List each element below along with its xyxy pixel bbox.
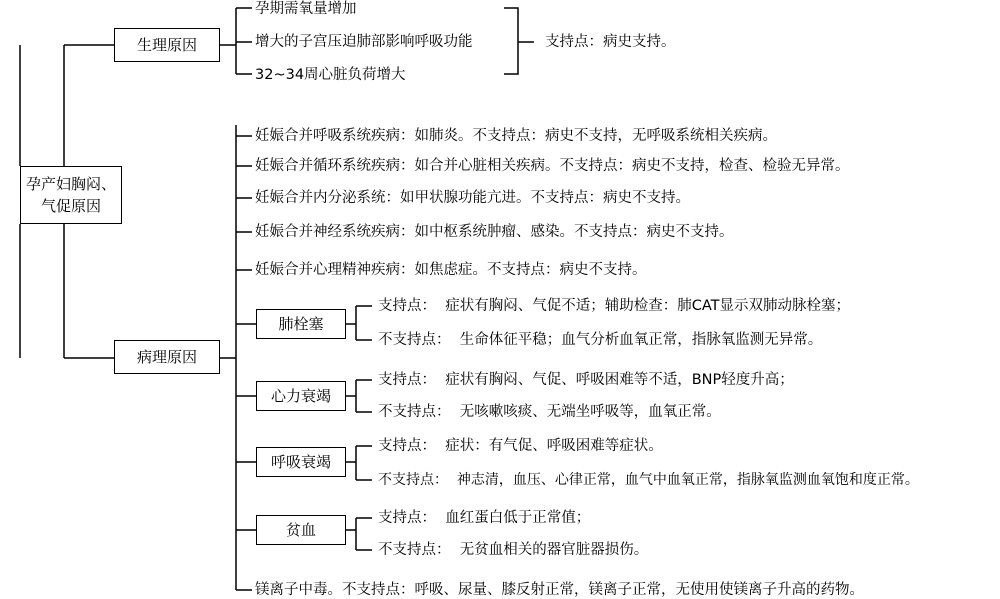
- physiological-support-bracket: [504, 8, 534, 74]
- anemia-against: 不支持点： 无贫血相关的器官脏器损伤。: [378, 542, 649, 558]
- physiological-branch-lines: [220, 8, 252, 74]
- magnesium-toxicity: 镁离子中毒。不支持点：呼吸、尿量、膝反射正常，镁离子正常，无使用使镁离子升高的药物。: [255, 582, 864, 598]
- disease-heart-failure: 心力衰竭: [256, 381, 346, 411]
- physiological-item-3: 32~34周心脏负荷增大: [255, 67, 406, 83]
- pulmonary-embolism-support: 支持点： 症状有胸闷、气促不适；辅助检查：肺CAT显示双肺动脉栓塞；: [378, 298, 850, 314]
- physiological-item-2: 增大的子宫压迫肺部影响呼吸功能: [255, 34, 473, 50]
- comorbidity-psychiatric: 妊娠合并心理精神疾病：如焦虑症。不支持点：病史不支持。: [255, 262, 647, 278]
- physiological-node: 生理原因: [114, 28, 220, 62]
- pathological-branch-lines: [220, 125, 252, 590]
- pulmonary-embolism-against: 不支持点： 生命体征平稳；血气分析血氧正常，指脉氧监测无异常。: [378, 332, 823, 348]
- root-node: [20, 166, 122, 224]
- heart-failure-against: 不支持点： 无咳嗽咳痰、无端坐呼吸等，血氧正常。: [378, 404, 721, 420]
- physiological-item-1: 孕期需氧量增加: [255, 1, 357, 17]
- pathological-node: 病理原因: [114, 340, 220, 374]
- disease-pulmonary-embolism: 肺栓塞: [256, 309, 346, 339]
- physiological-support: 支持点：病史支持。: [545, 34, 676, 50]
- heart-failure-bracket: [346, 380, 372, 412]
- root-label-line1: 孕产妇胸闷、: [25, 175, 116, 193]
- respiratory-failure-bracket: [346, 446, 372, 480]
- heart-failure-support: 支持点： 症状有胸闷、气促、呼吸困难等不适，BNP轻度升高；: [378, 372, 794, 388]
- respiratory-failure-against: 不支持点： 神志清，血压、心律正常，血气中血氧正常，指脉氧监测血氧饱和度正常。: [378, 472, 919, 488]
- disease-box-connectors: [236, 324, 256, 530]
- disease-anemia: 贫血: [256, 515, 346, 545]
- respiratory-failure-support: 支持点： 症状：有气促、呼吸困难等症状。: [378, 438, 663, 454]
- comorbidity-circulatory: 妊娠合并循环系统疾病：如合并心脏相关疾病。不支持点：病史不支持，检查、检验无异常。: [255, 158, 850, 174]
- disease-respiratory-failure: 呼吸衰竭: [256, 447, 346, 477]
- pulmonary-embolism-bracket: [346, 306, 372, 340]
- comorbidity-respiratory: 妊娠合并呼吸系统疾病：如肺炎。不支持点：病史不支持，无呼吸系统相关疾病。: [255, 128, 777, 144]
- root-label-line2: 气促原因: [40, 197, 101, 215]
- anemia-bracket: [346, 518, 372, 550]
- anemia-support: 支持点： 血红蛋白低于正常值；: [378, 510, 591, 526]
- comorbidity-neurological: 妊娠合并神经系统疾病：如中枢系统肿瘤、感染。不支持点：病史不支持。: [255, 224, 734, 240]
- comorbidity-endocrine: 妊娠合并内分泌系统：如甲状腺功能亢进。不支持点：病史不支持。: [255, 190, 690, 206]
